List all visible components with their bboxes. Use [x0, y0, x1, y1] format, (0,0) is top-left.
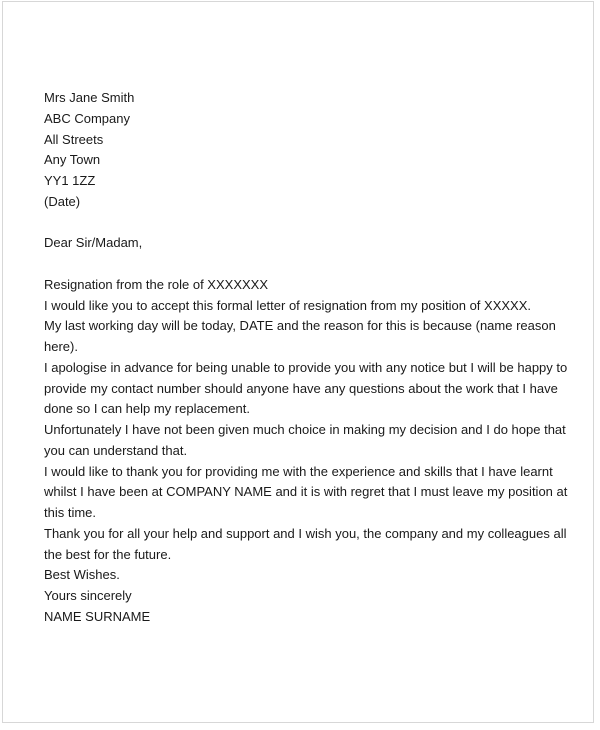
address-line-street: All Streets	[44, 131, 104, 147]
body-paragraph-2: My last working day will be today, DATE and the reason for this is because (name reason here).	[44, 318, 556, 354]
body-paragraph-1: I would like you to accept this formal letter of resignation from my position of XXXXX.	[44, 297, 531, 313]
signoff-line: Yours sincerely	[44, 588, 132, 603]
address-line-company: ABC Company	[44, 110, 130, 126]
salutation: Dear Sir/Madam,	[44, 235, 143, 251]
address-line-town: Any Town	[44, 152, 101, 168]
letter-content	[44, 88, 580, 628]
body-paragraph-6: Thank you for all your help and support and I wish you, the company and my colleagues all the best for the future.	[44, 525, 567, 562]
subject-line: Resignation from the role of XXXXXXX	[44, 276, 269, 292]
address-block	[44, 88, 580, 213]
body-paragraph-4: Unfortunately I have not been given much choice in making my decision and I do hope that you can understand that.	[44, 422, 566, 458]
address-line-postcode: YY1 1ZZ	[44, 173, 96, 188]
body-paragraph-3: I apologise in advance for being unable to provide you with any notice but I will be happy to provide my contact number should anyone have any questions about the work that I have done so I can help my replacement.	[44, 359, 568, 417]
address-line-recipient: Mrs Jane Smith	[44, 90, 135, 105]
closing-line: Best Wishes.	[44, 567, 120, 583]
signature-line: NAME SURNAME	[44, 608, 151, 624]
address-line-date: (Date)	[44, 193, 81, 209]
body-paragraph-5: I would like to thank you for providing me with the experience and skills that I have learnt whilst I have been at COMPANY NAME and it is with regret that I must leave my position at this time.	[44, 463, 568, 520]
